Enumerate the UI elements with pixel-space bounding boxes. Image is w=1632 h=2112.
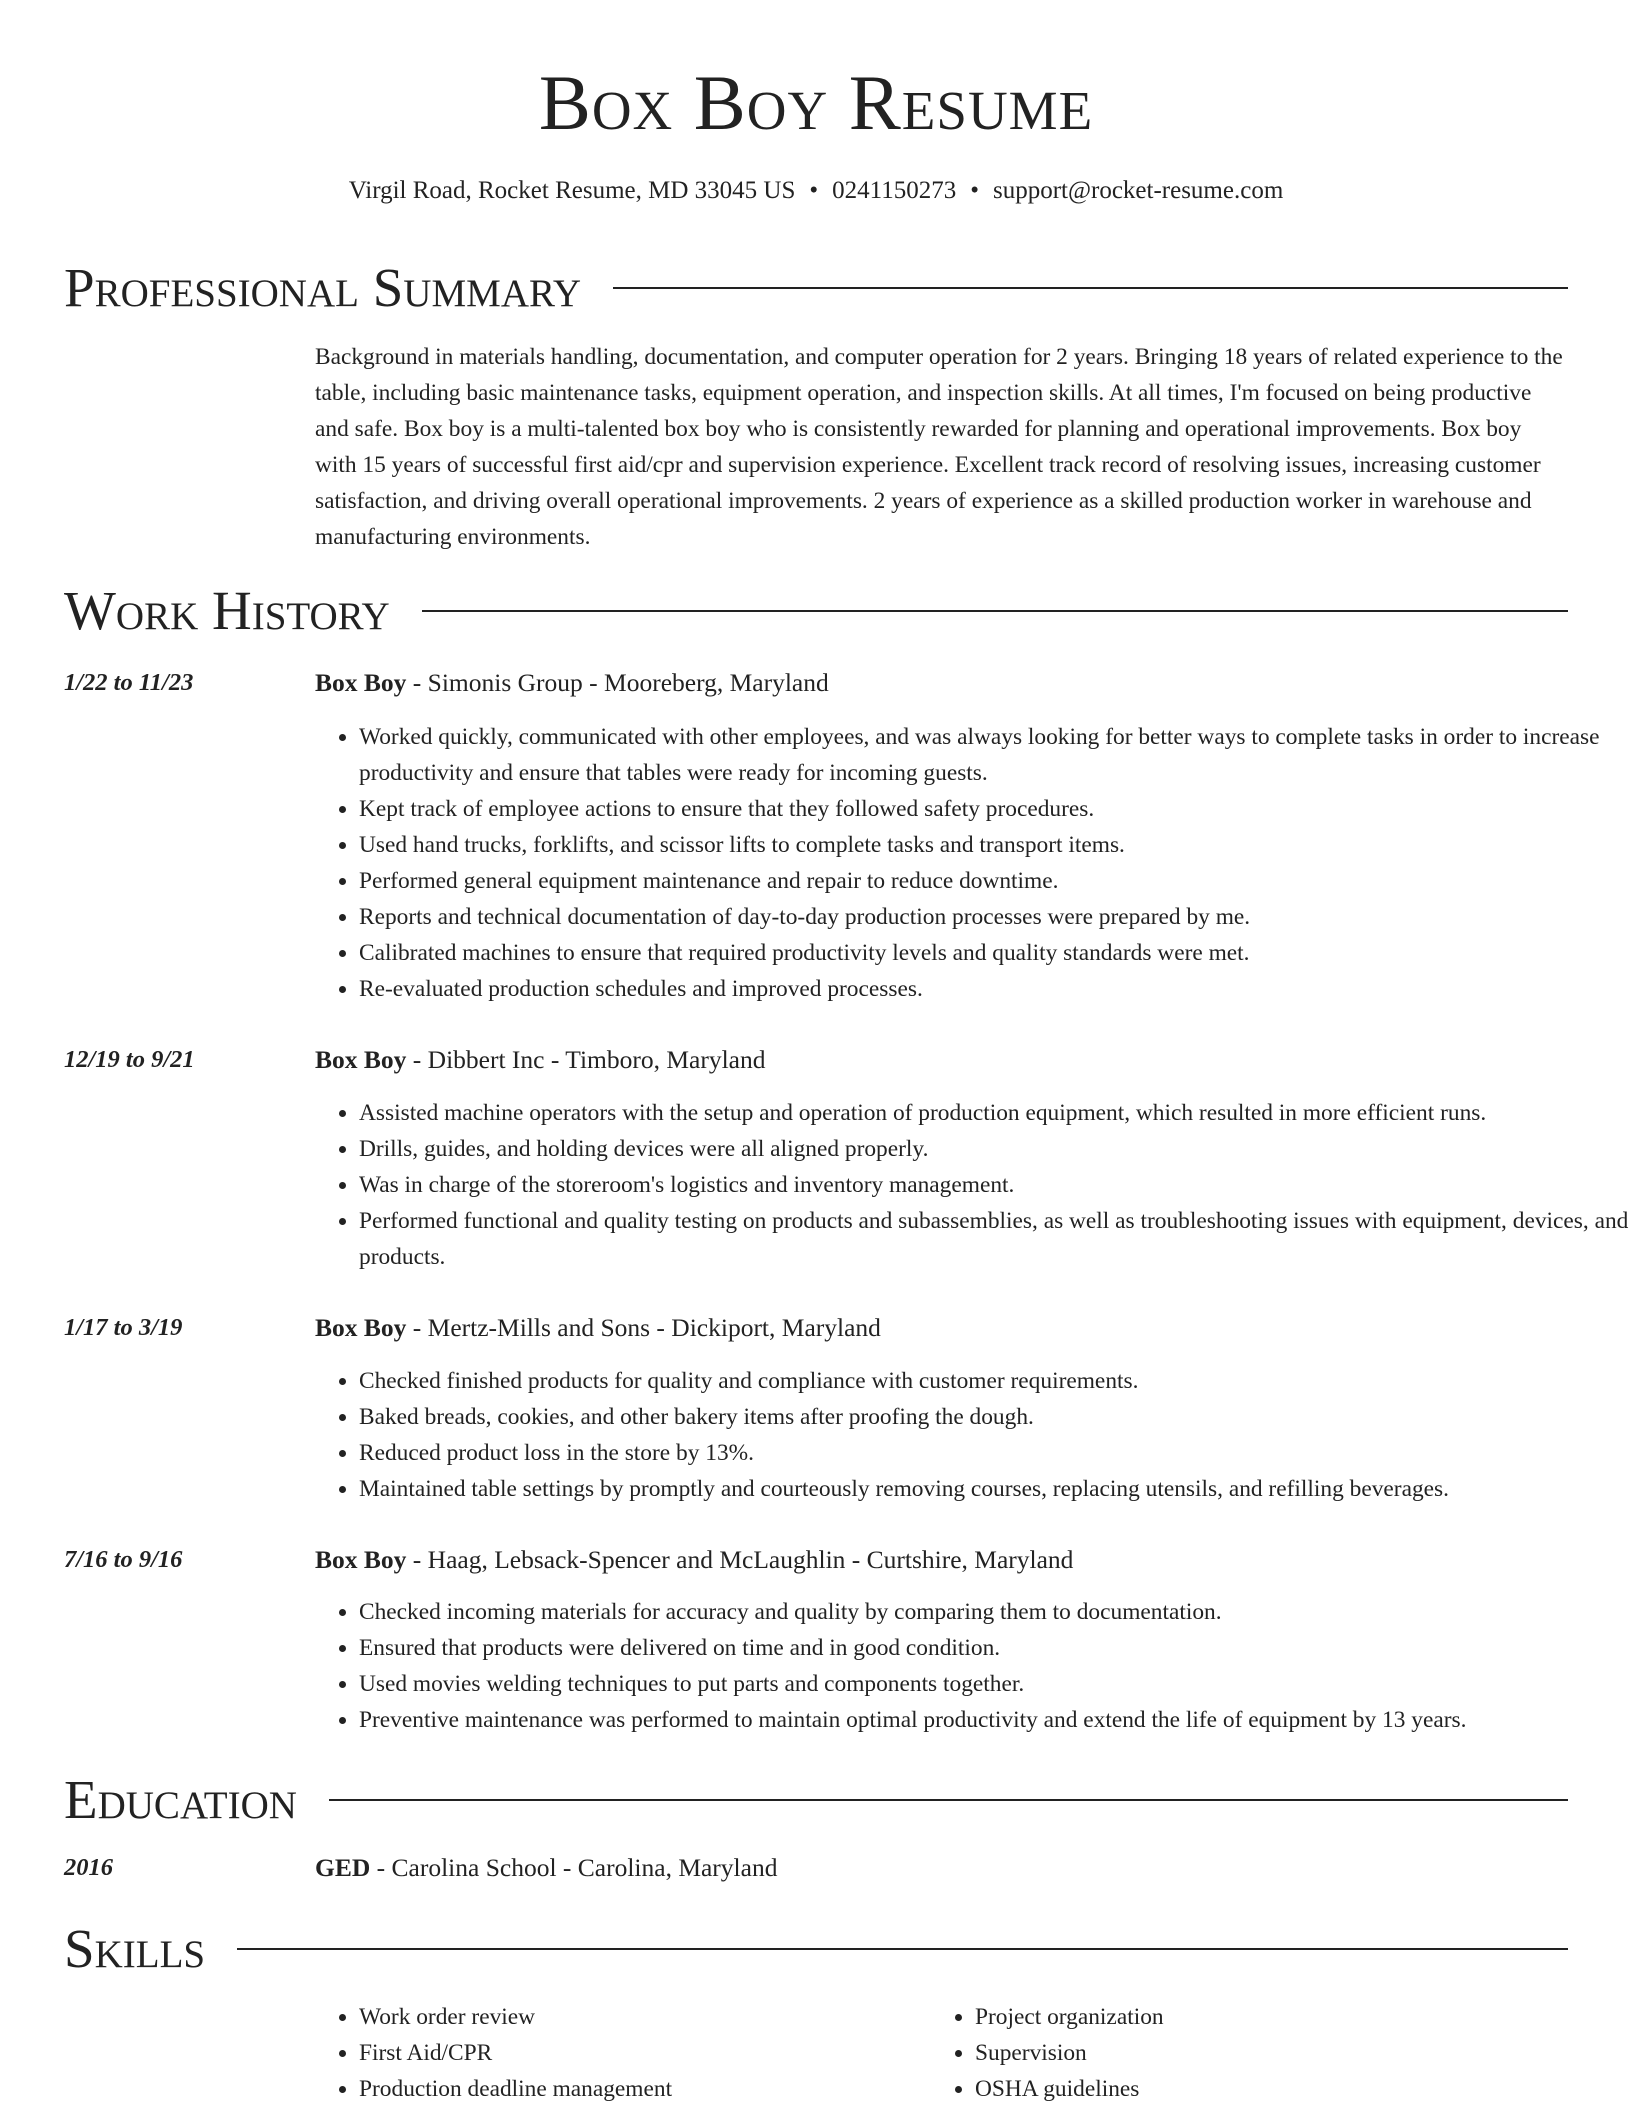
job-bullet: • Reduced product loss in the store by 13%. <box>359 1435 1632 1471</box>
job-details: - Simonis Group - Mooreberg, Maryland <box>406 668 829 697</box>
job-bullet: • Used hand trucks, forklifts, and scissor lifts to complete tasks and transport items. <box>359 827 1632 863</box>
job-title: Box Boy <box>315 1045 407 1074</box>
job-heading <box>315 1542 1073 1578</box>
education-details: - Carolina School - Carolina, Maryland <box>370 1853 778 1882</box>
job-bullet: • Used movies welding techniques to put parts and components together. <box>359 1666 1632 1702</box>
work-section-header <box>64 579 1568 643</box>
skills-heading: Skills <box>64 1918 206 1979</box>
job-title: Box Boy <box>315 1545 407 1574</box>
skill-item: • Production deadline management <box>359 2071 919 2107</box>
job-bullet: • Re-evaluated production schedules and improved processes. <box>359 971 1632 1007</box>
education-year: 2016 <box>64 1854 113 1881</box>
job-heading <box>315 665 829 701</box>
skills-list-left <box>315 1999 919 2107</box>
education-degree: GED <box>315 1853 371 1882</box>
job-bullet: • Assisted machine operators with the setup and operation of production equipment, which resulted in more efficient runs. <box>359 1095 1632 1131</box>
job-bullet: • Worked quickly, communicated with other employees, and was always looking for better ways to complete tasks in order to increase productivity and ensure that tables were ready for incoming guests. <box>359 719 1632 791</box>
job-details: - Haag, Lebsack-Spencer and McLaughlin - Curtshire, Maryland <box>406 1545 1074 1574</box>
skill-item: • First Aid/CPR <box>359 2035 919 2071</box>
job-heading <box>315 1310 881 1346</box>
job-bullet: • Baked breads, cookies, and other bakery items after proofing the dough. <box>359 1399 1632 1435</box>
job-bullet: • Preventive maintenance was performed to maintain optimal productivity and extend the life of equipment by 13 years. <box>359 1702 1632 1738</box>
job-bullet: • Drills, guides, and holding devices were all aligned properly. <box>359 1131 1632 1167</box>
job-bullet: • Calibrated machines to ensure that required productivity levels and quality standards were met. <box>359 935 1632 971</box>
job-bullet: • Performed general equipment maintenance and repair to reduce downtime. <box>359 863 1632 899</box>
job-title: Box Boy <box>315 1313 407 1342</box>
section-rule <box>422 610 1568 612</box>
job-dates: 12/19 to 9/21 <box>64 1046 195 1073</box>
job-bullets <box>315 1363 1632 1507</box>
job-bullet: • Maintained table settings by promptly and courteously removing courses, replacing utensils, and refilling beverages. <box>359 1471 1632 1507</box>
skills-list-right <box>931 1999 1575 2107</box>
job-bullet: • Was in charge of the storeroom's logistics and inventory management. <box>359 1167 1632 1203</box>
contact-separator: • <box>970 177 979 204</box>
job-dates: 7/16 to 9/16 <box>64 1546 183 1573</box>
contact-line <box>0 174 1632 208</box>
job-dates: 1/22 to 11/23 <box>64 669 194 696</box>
resume-name: Box Boy Resume <box>538 59 1094 146</box>
skill-item: • Supervision <box>975 2035 1575 2071</box>
job-bullet: • Kept track of employee actions to ensure that they followed safety procedures. <box>359 791 1632 827</box>
job-details: - Mertz-Mills and Sons - Dickiport, Maryland <box>406 1313 881 1342</box>
job-bullets <box>315 1095 1632 1275</box>
job-bullets <box>315 719 1632 1007</box>
section-rule <box>613 287 1568 289</box>
job-bullet: • Reports and technical documentation of day-to-day production processes were prepared by me. <box>359 899 1632 935</box>
job-dates: 1/17 to 3/19 <box>64 1314 183 1341</box>
contact-separator: • <box>809 177 819 204</box>
work-heading: Work History <box>64 580 390 641</box>
job-bullet: • Checked incoming materials for accuracy and quality by comparing them to documentation. <box>359 1594 1632 1630</box>
job-heading <box>315 1042 766 1078</box>
education-line <box>315 1850 777 1886</box>
summary-section-header <box>64 256 1568 320</box>
skill-item: • Work order review <box>359 1999 919 2035</box>
contact-email: support@rocket-resume.com <box>992 177 1284 204</box>
contact-address: Virgil Road, Rocket Resume, MD 33045 US <box>348 177 796 204</box>
education-heading: Education <box>64 1769 297 1830</box>
summary-text: Background in materials handling, documentation, and computer operation for 2 years. Bringing 18 years of related experience to the table, including basic maintenance tasks, equipment operation, and inspection skills. At all times, I'm focused on being productive and safe. Box boy is a multi-talented box boy who is consistently rewarded for planning and operational improvements. Box boy with 15 years of successful first aid/cpr and supervision experience. Excellent track record of resolving issues, increasing customer satisfaction, and driving overall operational improvements. 2 years of experience as a skilled production worker in warehouse and manufacturing environments. <box>315 344 1563 550</box>
job-bullet: • Ensured that products were delivered on time and in good condition. <box>359 1630 1632 1666</box>
section-rule <box>237 1948 1568 1950</box>
skill-item: • OSHA guidelines <box>975 2071 1575 2107</box>
job-bullets <box>315 1594 1632 1738</box>
job-title: Box Boy <box>315 668 407 697</box>
section-rule <box>329 1799 1568 1801</box>
job-bullet: • Performed functional and quality testing on products and subassemblies, as well as troubleshooting issues with equipment, devices, and products. <box>359 1203 1632 1275</box>
skill-item: • Project organization <box>975 1999 1575 2035</box>
contact-phone: 0241150273 <box>832 177 957 204</box>
summary-heading: Professional Summary <box>64 257 582 318</box>
education-section-header <box>64 1768 1568 1832</box>
skills-section-header <box>64 1917 1568 1981</box>
job-bullet: • Checked finished products for quality and compliance with customer requirements. <box>359 1363 1632 1399</box>
job-details: - Dibbert Inc - Timboro, Maryland <box>406 1045 766 1074</box>
